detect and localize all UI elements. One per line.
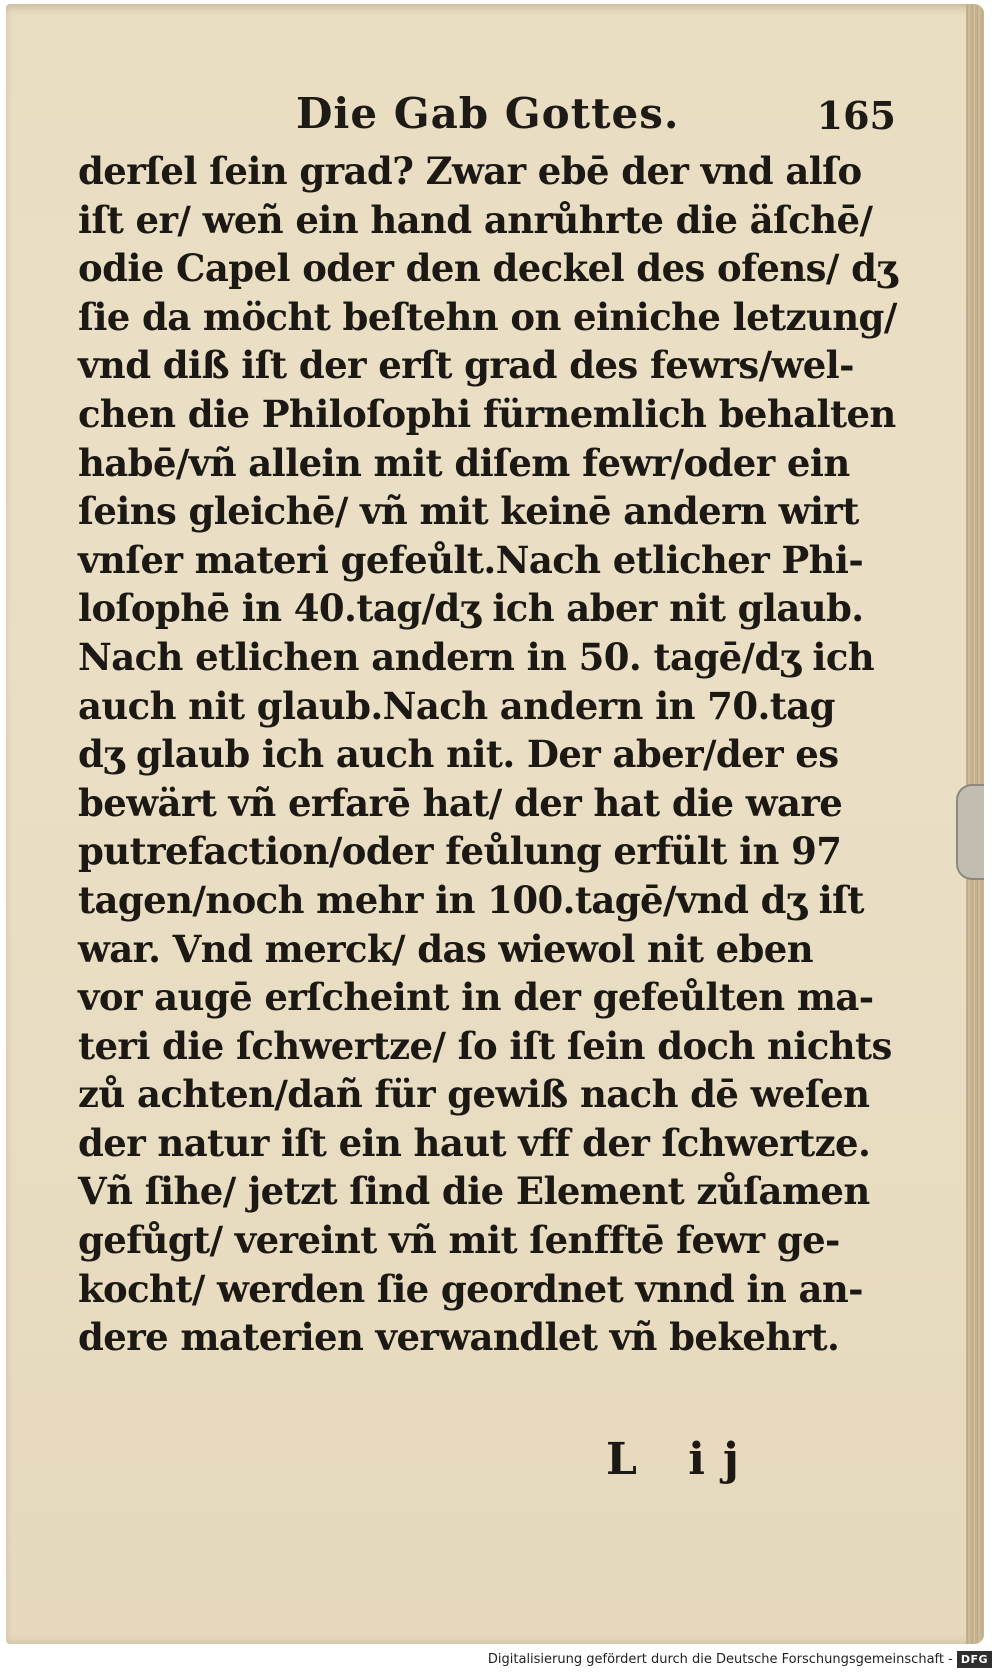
text-line: tagen/noch mehr in 100.tagē/vnd dʒ iſt	[78, 877, 864, 922]
text-line: der natur iſt ein haut vff der ſchwertze.	[78, 1120, 871, 1165]
text-line: ſeins gleichē/ vñ mit keinē andern wirt	[78, 489, 859, 534]
dfg-logo: DFG	[957, 1651, 992, 1668]
text-line: Vñ ſihe/ jetzt ſind die Element zůſamen	[78, 1169, 870, 1214]
text-line: loſophē in 40.tag/dʒ ich aber nit glaub.	[78, 586, 864, 631]
text-line: Nach etlichen andern in 50. tagē/dʒ ich	[78, 634, 875, 679]
text-line: derſel ſein grad? Zwar ebē der vnd alſo	[78, 149, 862, 193]
text-line: chen die Philoſophi fürnemlich behalten	[78, 391, 896, 436]
signature-mark: L ij	[606, 1434, 757, 1485]
text-line: auch nit glaub.Nach andern in 70.tag	[78, 683, 835, 728]
text-line: dere materien verwandlet vñ bekehrt.	[78, 1315, 840, 1360]
text-line: habē/vñ allein mit diſem fewr/oder ein	[78, 440, 850, 485]
page-header	[76, 89, 896, 149]
running-title: Die Gab Gottes.	[296, 89, 680, 138]
page-number: 165	[816, 93, 896, 138]
text-line: kocht/ werden ſie geordnet vnnd in an-	[78, 1266, 863, 1311]
text-line: vor augē erſcheint in der gefeůlten ma-	[78, 975, 874, 1020]
text-line: vnd diß iſt der erſt grad des fewrs/wel-	[78, 343, 854, 388]
text-line: teri die ſchwertze/ ſo iſt ſein doch nichts	[78, 1023, 892, 1068]
text-line: ſie da möcht beſtehn on einiche letzung/	[78, 294, 897, 339]
footer-credit-text: Digitalisierung gefördert durch die Deutsche Forschungsgemeinschaft -	[487, 1651, 953, 1667]
footer-credit	[488, 1648, 992, 1670]
text-line: iſt er/ weñ ein hand anrůhrte die äſchē/	[78, 197, 873, 242]
text-line: bewärt vñ erfarē hat/ der hat die ware	[78, 780, 843, 825]
text-line: vnſer materi gefeůlt.Nach etlicher Phi-	[78, 537, 864, 582]
text-line: gefůgt/ vereint vñ mit ſenfftē fewr ge-	[78, 1218, 840, 1263]
bookmark-tab	[956, 784, 984, 880]
text-line: putrefaction/oder feůlung erfült in 97	[78, 829, 842, 874]
body-text	[78, 147, 897, 1362]
paper-page	[6, 4, 984, 1644]
text-line: war. Vnd merck/ das wiewol nit eben	[78, 926, 814, 971]
text-line: odie Capel oder den deckel des ofens/ dʒ	[78, 246, 897, 291]
text-line: zů achten/dañ für gewiß nach dē weſen	[78, 1072, 870, 1117]
text-line: dʒ glaub ich auch nit. Der aber/der es	[78, 732, 839, 777]
